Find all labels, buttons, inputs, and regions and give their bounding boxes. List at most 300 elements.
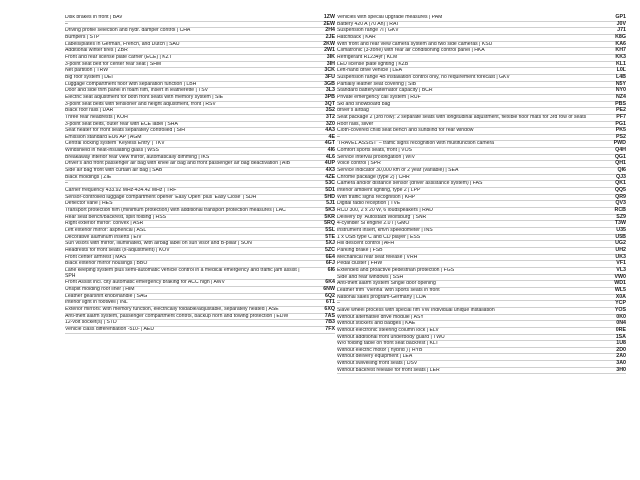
equipment-code: K8G: [615, 33, 626, 40]
equipment-description: Decorative aluminum inserts | EIV: [65, 234, 142, 240]
equipment-description: Seat heater for front seats separately controlled | SIH: [65, 128, 185, 134]
equipment-description: With front and rear view camera system and two side cameras | KSU: [337, 41, 493, 47]
equipment-entry: [337, 68, 626, 75]
equipment-code: 2W1: [324, 47, 335, 54]
equipment-entry: [65, 108, 335, 115]
equipment-code: U5B: [615, 233, 626, 240]
equipment-code: 3T2: [325, 113, 335, 120]
equipment-description: Interior light in footwell | INL: [65, 300, 128, 306]
equipment-entry: [337, 315, 626, 322]
equipment-description: Net partition | TRW: [65, 68, 109, 74]
equipment-entry: [65, 35, 335, 42]
equipment-entry: [65, 68, 335, 75]
equipment-description: Unspilt molding roof liner | HIM: [65, 286, 135, 292]
equipment-description: Side air bag front with curtain air bag | SAB: [65, 168, 163, 174]
equipment-entry: [65, 55, 335, 62]
equipment-code: 6K4: [325, 279, 335, 286]
equipment-description: W/o folding table on front seat backrest | KLT: [337, 341, 439, 347]
equipment-code: VF1: [616, 260, 626, 267]
equipment-description: Three rear headrests | KOH: [65, 114, 128, 120]
equipment-code: QR9: [615, 193, 626, 200]
equipment-description: Deflector vane | HES: [65, 201, 113, 207]
equipment-code: QH1: [615, 160, 626, 167]
equipment-code: L0L: [616, 67, 626, 74]
equipment-entry: [337, 235, 626, 242]
equipment-code: 6I6: [327, 266, 335, 273]
equipment-code: 5ZC: [324, 246, 335, 253]
equipment-description: Leather trim 'Vienna' with sports seats in front: [337, 287, 440, 293]
equipment-entry: [65, 88, 335, 95]
equipment-entry: [337, 175, 626, 182]
equipment-description: Anti-theft alarm system Single door opening: [337, 281, 436, 287]
equipment-code: 1U8: [616, 340, 626, 347]
equipment-entry: [337, 75, 626, 82]
equipment-code: QI6: [617, 167, 626, 174]
equipment-code: PG1: [615, 120, 626, 127]
equipment-entry: [65, 228, 335, 235]
equipment-description: Breakaway interior rear view mirror, automatically dimming | IKS: [65, 154, 210, 160]
equipment-code: 53C: [325, 180, 335, 187]
equipment-description: Black exterior mirror housings | BBO: [65, 261, 148, 267]
equipment-entry: [337, 28, 626, 35]
equipment-entry: [337, 95, 626, 102]
equipment-code: 1SA: [615, 333, 626, 340]
equipment-description: With traffic signs recognition | KHP: [337, 194, 416, 200]
equipment-entry: [65, 201, 335, 208]
equipment-description: Right exterior mirror: convex | ASR: [65, 221, 144, 227]
equipment-description: Front and rear license plate carrier (ECE) | KZT: [65, 54, 172, 60]
equipment-entry: [337, 201, 626, 208]
equipment-entry: [65, 15, 335, 22]
equipment-entry: [337, 335, 626, 342]
equipment-code: 3CK: [324, 67, 335, 74]
equipment-entry: [65, 261, 335, 268]
equipment-entry: [65, 208, 335, 215]
equipment-code: 2A0: [616, 353, 626, 360]
equipment-description: 12-volt socket(s) | STD: [65, 320, 117, 326]
equipment-entry: [65, 314, 335, 321]
equipment-description: 'TRAVEL ASSIST' – traffic signs recognition with multifunction camera: [337, 141, 494, 147]
equipment-description: Service indicator 30,000 km or 2 year (variable) | SEA: [337, 168, 459, 174]
equipment-entry: [337, 295, 626, 302]
equipment-description: Chrome package (type 2) | CHR: [337, 174, 410, 180]
equipment-description: Driving profile selection and hydr. damper control | CHA: [65, 28, 191, 34]
equipment-description: Vehicle class differentiation -510- | AED: [65, 326, 155, 332]
equipment-code: 3H0: [616, 366, 626, 373]
equipment-entry: [65, 168, 335, 175]
equipment-code: 5HD: [324, 193, 335, 200]
equipment-code: NZ4: [615, 93, 626, 100]
equipment-entry: [337, 275, 626, 282]
equipment-entry: [337, 361, 626, 368]
equipment-description: Transport protection film (minimum protection) with additional transport protection measures | LAC: [65, 208, 286, 214]
equipment-entry: [337, 88, 626, 95]
equipment-entry: [65, 42, 335, 49]
equipment-code: 5TE: [325, 233, 335, 240]
equipment-entry: [65, 22, 335, 29]
equipment-entry: [337, 248, 626, 255]
equipment-code: 3S2: [325, 107, 335, 114]
equipment-description: Private emergency call system | RUF: [337, 94, 421, 100]
equipment-entry: [65, 135, 335, 142]
equipment-entry: [337, 281, 626, 288]
equipment-code: 5J1: [326, 200, 335, 207]
equipment-code: 4L6: [325, 153, 335, 160]
equipment-code: 4UP: [324, 160, 335, 167]
equipment-description: Rear seat bench/backrest, split folding | HSS: [65, 214, 166, 220]
equipment-code: QG1: [614, 153, 626, 160]
equipment-description: Delivery by 'Autostadt Wolfsburg' | SNR: [337, 214, 427, 220]
equipment-entry: [337, 308, 626, 315]
equipment-description: Labels/plates in German, French, and Dutch | SAU: [65, 41, 180, 47]
equipment-description: Carrier frequency 433.92 MHz-434.42 MHz | TRF: [65, 188, 177, 194]
equipment-description: driver's airbag: [337, 108, 369, 114]
equipment-description: Windshield in heat-insulating glass | WSS: [65, 148, 159, 154]
equipment-code: 2EW: [323, 20, 335, 27]
equipment-code: 7FX: [325, 325, 335, 332]
equipment-code: 6E4: [325, 253, 335, 260]
equipment-code: PBS: [615, 100, 626, 107]
equipment-description: Mechanical rear seat release | VRH: [337, 254, 418, 260]
equipment-entry: [337, 328, 626, 335]
equipment-code: 5D1: [325, 187, 335, 194]
equipment-code: 5SL: [325, 227, 335, 233]
equipment-description: 3-point seat belt for center rear seat | SHM: [65, 61, 162, 67]
equipment-entry: [65, 248, 335, 255]
equipment-description: Voice control | SPR: [337, 161, 381, 167]
equipment-description: Cloth-covered child seat bench and sunblind for rear window: [337, 128, 474, 134]
equipment-code: WD1: [614, 280, 626, 287]
equipment-entry: [337, 148, 626, 155]
equipment-entry: [65, 155, 335, 162]
equipment-description: Interior ambient lighting, type 2 | LPP: [337, 188, 421, 194]
equipment-code: 3L3: [325, 87, 335, 94]
equipment-entry: [337, 261, 626, 268]
equipment-code: 5KR: [324, 213, 335, 220]
equipment-code: KH7: [615, 47, 626, 54]
equipment-code: RCB: [614, 207, 626, 214]
equipment-entry: [65, 268, 335, 280]
equipment-entry: [337, 135, 626, 142]
equipment-code: NY0: [615, 87, 626, 94]
equipment-code: KK3: [615, 53, 626, 60]
equipment-entry: [65, 241, 335, 248]
equipment-description: Leather gearshift knob/handle | SAG: [65, 293, 148, 299]
equipment-description: Black moldings | ZIE: [65, 174, 112, 180]
equipment-entry: [65, 175, 335, 182]
equipment-description: 3-point seat belts, outer rear with ECE label | SHA: [65, 121, 178, 127]
equipment-code: KA6: [615, 40, 626, 47]
equipment-description: Black roof rails | DAR: [65, 108, 114, 114]
equipment-description: Hatchback | KAR: [337, 34, 376, 40]
equipment-entry: [65, 82, 335, 89]
equipment-entry: [65, 181, 335, 188]
equipment-entry: [337, 228, 626, 235]
equipment-description: Headrests for front seats (x-adjustment) | KOV: [65, 247, 170, 253]
equipment-description: Anti-theft alarm system, passenger compartment control, backup horn and towing protection | EDW: [65, 313, 289, 319]
equipment-code: UK3: [615, 253, 626, 260]
equipment-description: Exterior mirrors: with memory function, electrically foldable/adjustable, separately heated | ASE: [65, 306, 279, 312]
equipment-code: 0RE: [615, 326, 626, 333]
equipment-code: QJ3: [615, 173, 626, 180]
equipment-code: UH2: [615, 246, 626, 253]
equipment-code: 4A3: [325, 127, 335, 134]
equipment-code: 6Q2: [324, 292, 335, 299]
equipment-description: Without alternative drive module | ASY: [337, 314, 424, 320]
equipment-code: 7AS: [324, 312, 335, 319]
equipment-entry: [65, 62, 335, 69]
equipment-entry: [337, 188, 626, 195]
equipment-description: Without electric motor ( hybrid ) | HYB: [337, 347, 423, 353]
equipment-code: U35: [616, 227, 626, 233]
equipment-code: 4X3: [325, 167, 335, 174]
equipment-code: PF7: [616, 113, 626, 120]
equipment-entry: [65, 294, 335, 301]
equipment-entry: [65, 48, 335, 55]
equipment-description: Driver's and front passenger air bag with knee air bag and front passenger air bag deactivation | AIB: [65, 161, 291, 167]
equipment-description: Roof rails, silver: [337, 121, 374, 127]
equipment-entry: [337, 108, 626, 115]
equipment-entry: [337, 102, 626, 109]
equipment-code: 6XQ: [324, 305, 335, 312]
equipment-entry: [337, 141, 626, 148]
equipment-code: WL5: [614, 286, 626, 293]
equipment-entry: [337, 321, 626, 328]
equipment-description: Front center armrest | MAS: [65, 254, 127, 260]
equipment-code: 5RQ: [324, 220, 335, 227]
equipment-code: 6T1: [325, 299, 335, 306]
equipment-entry: [65, 195, 335, 202]
equipment-entry: [65, 307, 335, 314]
equipment-description: Electric seat adjustment for both front seats with memory system | SIE: [65, 94, 224, 100]
equipment-description: National sales program-Germany | LDA: [337, 294, 427, 300]
equipment-entry: [337, 42, 626, 49]
equipment-code: KL1: [615, 60, 626, 67]
equipment-code: 5XJ: [325, 240, 335, 247]
equipment-entry: [337, 368, 626, 375]
equipment-code: 0K0: [616, 313, 626, 320]
equipment-code: 3QT: [324, 100, 335, 107]
equipment-entry: [65, 28, 335, 35]
equipment-description: Without backrest release for front seats | LER: [337, 367, 440, 373]
equipment-description: Instrument insert, km/h speedometer | INS: [337, 228, 433, 233]
equipment-list-left: [65, 15, 335, 334]
equipment-entry: [65, 115, 335, 122]
equipment-code: YOS: [614, 306, 626, 313]
equipment-description: Camera and/or distance sensor (driver assistance system) | FAS: [337, 181, 483, 187]
equipment-description: Side and rear windows | SSH: [337, 274, 404, 280]
equipment-code: GP1: [615, 14, 626, 20]
equipment-code: VW0: [614, 273, 626, 280]
equipment-description: Without additional front underbody guard | TWU: [337, 334, 445, 340]
equipment-entry: [65, 128, 335, 135]
equipment-code: QK1: [615, 180, 626, 187]
equipment-entry: [337, 241, 626, 248]
equipment-entry: [65, 280, 335, 287]
equipment-entry: [65, 255, 335, 262]
equipment-entry: [337, 22, 626, 29]
equipment-description: –: [337, 301, 340, 307]
equipment-entry: [65, 320, 335, 327]
equipment-entry: [65, 141, 335, 148]
equipment-entry: [337, 82, 626, 89]
equipment-description: RCD 300, 2 x 20 W, 6 loudspeakers | RAD: [337, 208, 433, 214]
equipment-code: 4ZE: [325, 173, 335, 180]
equipment-entry: [337, 48, 626, 55]
equipment-description: Disk brakes in front | BAV: [65, 15, 123, 20]
equipment-description: LED license plate lighting | KZB: [337, 61, 409, 67]
equipment-description: Lane keeping system plus semi-automatic vehicle control in a medical emergency and traffic jam assist | SPH: [65, 267, 300, 279]
equipment-code: 5K3: [325, 207, 335, 214]
equipment-code: PWD: [613, 140, 626, 147]
equipment-description: Door and side trim panel in foam film, insert in leatherette | TSV: [65, 88, 209, 94]
equipment-code: J71: [617, 27, 626, 34]
equipment-code: 4E: [328, 133, 335, 140]
equipment-description: Standard battery/alternator capacity | BCR: [337, 88, 433, 94]
equipment-description: Luggage compartment floor with separation function | LBH: [65, 81, 197, 87]
equipment-entry: [65, 148, 335, 155]
equipment-code: 3Z0: [325, 120, 335, 127]
equipment-code: PK5: [615, 127, 626, 134]
equipment-code: 1ZW: [323, 14, 335, 20]
equipment-code: QQ5: [614, 187, 626, 194]
equipment-code: PS2: [615, 133, 626, 140]
equipment-description: Bumpers | STP: [65, 34, 100, 40]
equipment-code: Q4H: [615, 147, 626, 154]
equipment-code: 3IK: [326, 53, 335, 60]
equipment-description: Sensor-controlled luggage compartment opener 'Easy Open' plus 'Easy Close' | SDH: [65, 194, 257, 200]
equipment-code: UG2: [615, 240, 626, 247]
equipment-code: X0A: [615, 293, 626, 300]
equipment-code: YCP: [615, 300, 626, 307]
equipment-description: Additional winter tires | ZBR: [65, 48, 128, 54]
equipment-entry: [337, 348, 626, 355]
equipment-description: Without swivelling front seats | DSV: [337, 361, 418, 367]
equipment-entry: [65, 188, 335, 195]
equipment-description: Digital radio reception | TVE: [337, 201, 401, 207]
equipment-description: Emission standard EU6 AP | AGM: [65, 134, 142, 140]
equipment-entry: [337, 208, 626, 215]
equipment-description: Without delivery equipment | LEA: [337, 354, 413, 360]
equipment-code: N5Y: [615, 80, 626, 87]
equipment-code: VL3: [616, 266, 626, 273]
equipment-entry: [337, 195, 626, 202]
equipment-code: 3PB: [324, 93, 335, 100]
equipment-entry: [337, 301, 626, 308]
equipment-entry: [337, 288, 626, 295]
equipment-entry: [65, 215, 335, 222]
equipment-code: 3GB: [324, 80, 335, 87]
equipment-entry: [65, 161, 335, 168]
equipment-entry: [337, 255, 626, 262]
equipment-description: Left exterior mirror: aspherical | ASL: [65, 228, 147, 233]
equipment-description: Extended and proactive pedestrian protection | FGS: [337, 267, 455, 273]
equipment-entry: [337, 115, 626, 122]
equipment-description: 4-cylinder SI engine 2.0 l | GMO: [337, 221, 410, 227]
equipment-description: Vehicles with special upgrade measures | PAM: [337, 15, 443, 20]
equipment-entry: [337, 168, 626, 175]
equipment-code: PE2: [615, 107, 626, 114]
equipment-code: 2JE: [325, 33, 335, 40]
equipment-entry: [337, 35, 626, 42]
equipment-description: 1 x USB type C and CD player | ESS: [337, 234, 421, 240]
equipment-entry: [337, 128, 626, 135]
equipment-entry: [337, 62, 626, 69]
equipment-code: 3IH: [326, 60, 335, 67]
equipment-description: –: [65, 181, 68, 187]
equipment-code: 2KW: [323, 40, 335, 47]
equipment-entry: [337, 354, 626, 361]
equipment-description: Sun visors with mirror, illuminated, with airbag label on sun visor and B-pillar | SON: [65, 241, 252, 247]
equipment-description: Front Assist incl. city automatic emergency braking for ACC high | AWV: [65, 280, 225, 286]
equipment-code: 0N4: [616, 320, 626, 327]
equipment-description: –: [65, 21, 68, 27]
equipment-description: Without stickers and badges | KAE: [337, 321, 416, 327]
equipment-code: 7B3: [325, 319, 335, 326]
equipment-description: Climatronic (3-zone) with rear air conditioning control panel | HKA: [337, 48, 485, 54]
equipment-description: –: [337, 134, 340, 140]
equipment-entry: [65, 327, 335, 334]
equipment-code: L4B: [615, 73, 626, 80]
equipment-description: Suspension range 7I | GKV: [337, 28, 399, 34]
equipment-description: Big roof system | DEI: [65, 74, 113, 80]
equipment-code: 6FJ: [325, 260, 335, 267]
equipment-entry: [65, 95, 335, 102]
equipment-code: 2D0: [616, 346, 626, 353]
equipment-entry: [337, 341, 626, 348]
equipment-code: T3W: [614, 220, 626, 227]
equipment-description: Comfort sports seats, front | VOS: [337, 148, 412, 154]
equipment-description: Parking brake | FSB: [337, 247, 383, 253]
equipment-description: Without electronic steering column lock | ELV: [337, 327, 439, 333]
equipment-description: 3-point seat belts with tensioner and height adjustment, front | RSV: [65, 101, 216, 107]
equipment-code: 4I6: [327, 147, 335, 154]
equipment-entry: [337, 122, 626, 129]
equipment-entry: [337, 221, 626, 228]
equipment-description: Pedal cluster | FHW: [337, 261, 383, 267]
equipment-entry: [65, 75, 335, 82]
equipment-entry: [337, 55, 626, 62]
equipment-code: 3A0: [616, 360, 626, 367]
equipment-entry: [337, 155, 626, 162]
equipment-code: 4GT: [324, 140, 335, 147]
equipment-entry: [65, 300, 335, 307]
equipment-code: J0V: [616, 20, 626, 27]
equipment-entry: [65, 221, 335, 228]
equipment-description: Left-hand drive vehicle | LEA: [337, 68, 403, 74]
equipment-code: 6NW: [323, 285, 335, 292]
equipment-code: QV3: [615, 200, 626, 207]
equipment-description: Seat package 2 (3rd row): 2 separate seats with longitudinal adjustment, flexible floor mats for 3rd row of seats: [337, 114, 587, 120]
equipment-entry: [337, 15, 626, 22]
equipment-description: Partially leather seat covering | SIB: [337, 81, 417, 87]
equipment-entry: [337, 161, 626, 168]
equipment-code: 2H4: [325, 27, 335, 34]
equipment-description: Refrigerant R1234yf | KLM: [337, 54, 398, 60]
equipment-entry: [337, 268, 626, 275]
equipment-code: 3FU: [324, 73, 335, 80]
equipment-description: Central locking system 'Keyless Entry' | TKV: [65, 141, 165, 147]
equipment-description: Hill descent control | AFH: [337, 241, 395, 247]
equipment-description: Battery 420 A (70 Ah) | RAT: [337, 21, 400, 27]
equipment-description: Service interval prolongation | WIV: [337, 154, 416, 160]
equipment-entry: [65, 287, 335, 294]
equipment-entry: [65, 235, 335, 242]
equipment-entry: [337, 215, 626, 222]
equipment-entry: [337, 181, 626, 188]
equipment-description: Ski and snowboard bag: [337, 101, 391, 107]
equipment-description: Slave wheel process with special rim VW Individual unique installation: [337, 307, 495, 313]
